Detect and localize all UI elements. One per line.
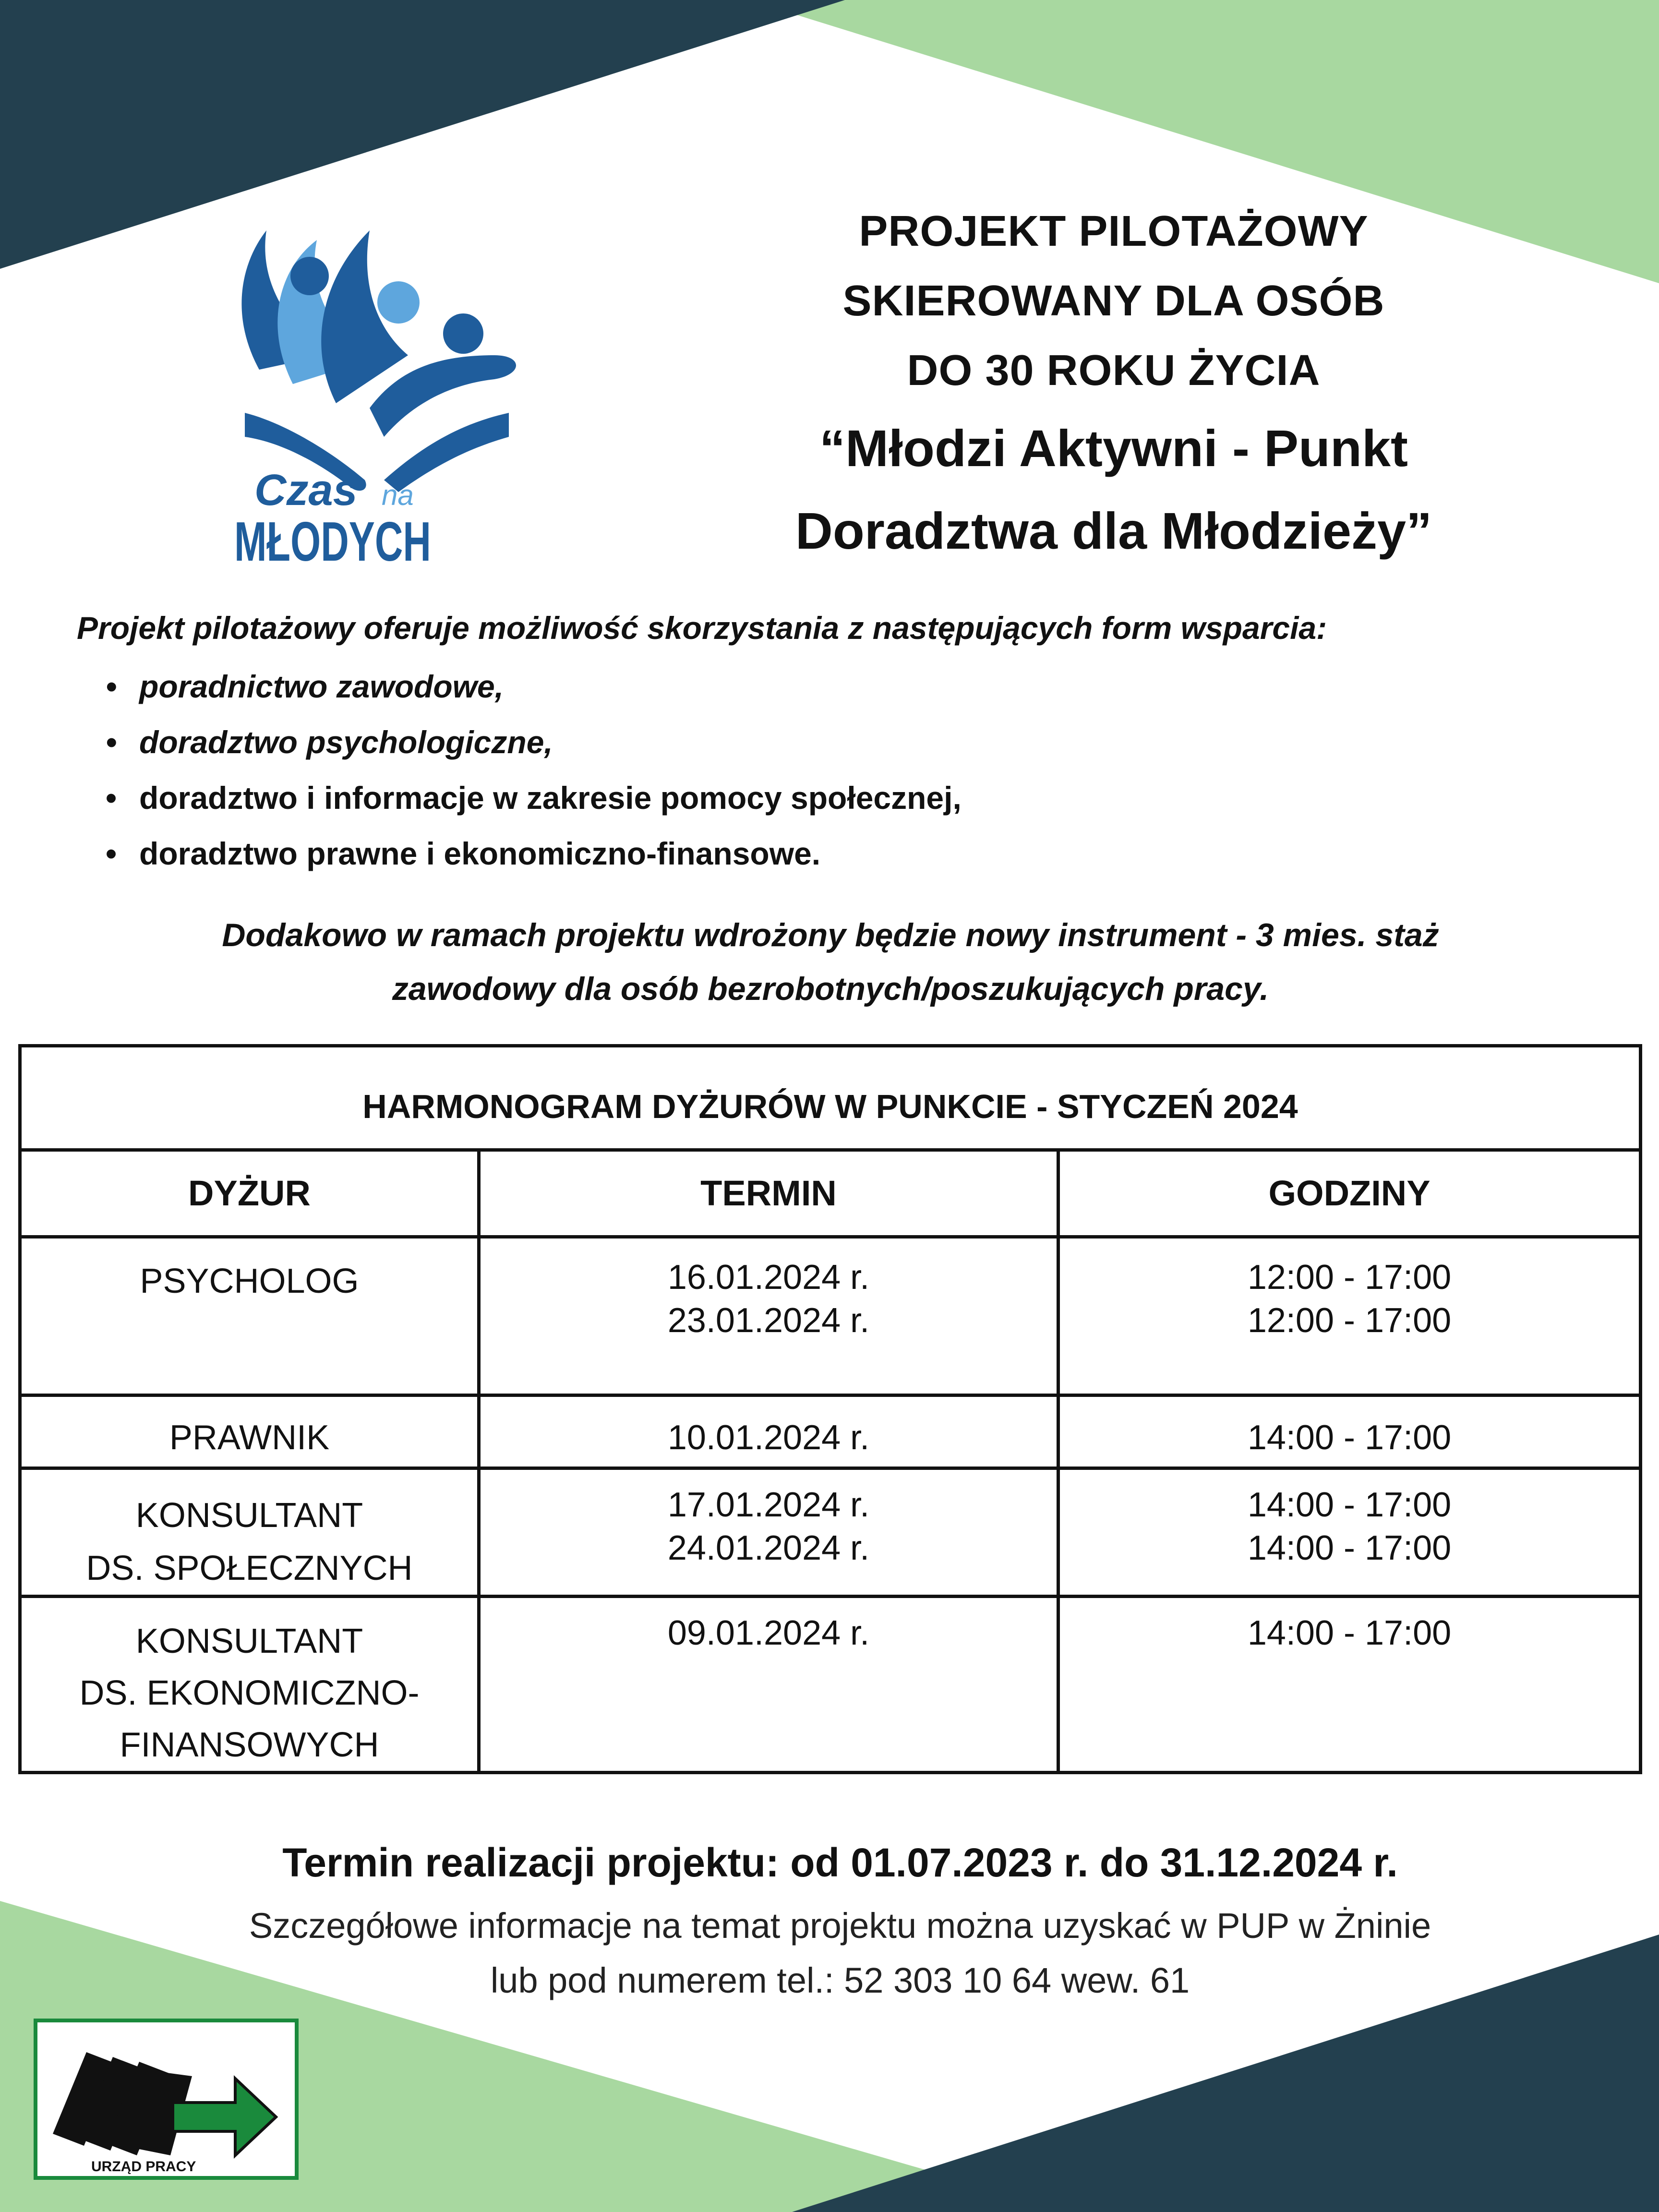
table-row bbox=[20, 1237, 1641, 1395]
czas-na-mlodych-logo bbox=[226, 211, 538, 576]
header-dyzur: DYŻUR bbox=[20, 1150, 479, 1237]
header-termin: TERMIN bbox=[479, 1150, 1058, 1237]
additional-info bbox=[72, 908, 1589, 1016]
cell-dates bbox=[479, 1237, 1058, 1395]
list-item: • doradztwo i informacje w zakresie pomocy społecznej, bbox=[106, 770, 1546, 826]
cell-role bbox=[20, 1468, 479, 1597]
urzad-pracy-logo bbox=[34, 2019, 299, 2180]
hours-line: 14:00 - 17:00 bbox=[1247, 1419, 1452, 1457]
cell-role bbox=[20, 1597, 479, 1773]
table-row bbox=[20, 1597, 1641, 1773]
title-block bbox=[662, 197, 1565, 571]
cell-dates bbox=[479, 1395, 1058, 1468]
role-line: DS. EKONOMICZNO- bbox=[79, 1674, 420, 1712]
project-name-line-1: “Młodzi Aktywni - Punkt bbox=[819, 419, 1408, 477]
project-period: Termin realizacji projektu: od 01.07.2023 r. do 31.12.2024 r. bbox=[282, 1840, 1398, 1885]
cell-hours bbox=[1058, 1597, 1641, 1773]
cell-dates bbox=[479, 1597, 1058, 1773]
date-line: 23.01.2024 r. bbox=[667, 1301, 870, 1340]
hours-line: 14:00 - 17:00 bbox=[1247, 1486, 1452, 1524]
table-header-row bbox=[20, 1150, 1641, 1237]
cell-role bbox=[20, 1237, 479, 1395]
role-line: PSYCHOLOG bbox=[140, 1262, 359, 1300]
list-item: • poradnictwo zawodowe, bbox=[106, 659, 1546, 714]
contact-line-1: Szczegółowe informacje na temat projektu można uzyskać w PUP w Żninie bbox=[249, 1906, 1431, 1946]
role-line: PRAWNIK bbox=[169, 1419, 330, 1457]
hours-line: 14:00 - 17:00 bbox=[1247, 1614, 1452, 1652]
hours-line: 14:00 - 17:00 bbox=[1247, 1529, 1452, 1567]
table-row bbox=[20, 1395, 1641, 1468]
date-line: 09.01.2024 r. bbox=[667, 1614, 870, 1652]
cell-role bbox=[20, 1395, 479, 1468]
role-line: DS. SPOŁECZNYCH bbox=[86, 1549, 413, 1587]
cell-hours bbox=[1058, 1468, 1641, 1597]
contact-info bbox=[96, 1899, 1584, 2008]
support-forms-list bbox=[106, 659, 1546, 881]
additional-line-1: Dodakowo w ramach projektu wdrożony będzie nowy instrument - 3 mies. staż bbox=[222, 917, 1439, 953]
additional-line-2: zawodowy dla osób bezrobotnych/poszukujących pracy. bbox=[392, 971, 1269, 1007]
hours-line: 12:00 - 17:00 bbox=[1247, 1301, 1452, 1340]
contact-line-2: lub pod numerem tel.: 52 303 10 64 wew. 61 bbox=[490, 1960, 1190, 2000]
header-godziny: GODZINY bbox=[1058, 1150, 1641, 1237]
logo-text-czas: Czas bbox=[254, 466, 358, 515]
title-line-2: SKIEROWANY DLA OSÓB bbox=[842, 277, 1385, 325]
date-line: 16.01.2024 r. bbox=[667, 1258, 870, 1297]
role-line: KONSULTANT bbox=[135, 1622, 363, 1660]
table-row bbox=[20, 1468, 1641, 1597]
role-line: KONSULTANT bbox=[135, 1496, 363, 1535]
date-line: 24.01.2024 r. bbox=[667, 1529, 870, 1567]
logo-text-na: na bbox=[382, 479, 414, 511]
cell-hours bbox=[1058, 1237, 1641, 1395]
logo-text-mlodych: MŁODYCH bbox=[234, 510, 431, 573]
people-figures-icon bbox=[241, 230, 516, 492]
cell-hours bbox=[1058, 1395, 1641, 1468]
list-item: • doradztwo prawne i ekonomiczno-finansowe. bbox=[106, 826, 1546, 881]
office-logo-label: URZĄD PRACY bbox=[91, 2159, 196, 2175]
role-line: FINANSOWYCH bbox=[120, 1726, 379, 1764]
date-line: 10.01.2024 r. bbox=[667, 1419, 870, 1457]
hours-line: 12:00 - 17:00 bbox=[1247, 1258, 1452, 1297]
intro-text: Projekt pilotażowy oferuje możliwość skorzystania z następujących form wsparcia: bbox=[77, 610, 1327, 646]
cell-dates bbox=[479, 1468, 1058, 1597]
project-name-line-2: Doradztwa dla Młodzieży” bbox=[795, 502, 1432, 560]
schedule-table bbox=[18, 1044, 1642, 1774]
list-item: • doradztwo psychologiczne, bbox=[106, 714, 1546, 770]
title-line-3: DO 30 ROKU ŻYCIA bbox=[907, 347, 1321, 395]
title-line-1: PROJEKT PILOTAŻOWY bbox=[859, 207, 1369, 255]
schedule-caption: HARMONOGRAM DYŻURÓW W PUNKCIE - STYCZEŃ 2024 bbox=[20, 1046, 1641, 1150]
date-line: 17.01.2024 r. bbox=[667, 1486, 870, 1524]
